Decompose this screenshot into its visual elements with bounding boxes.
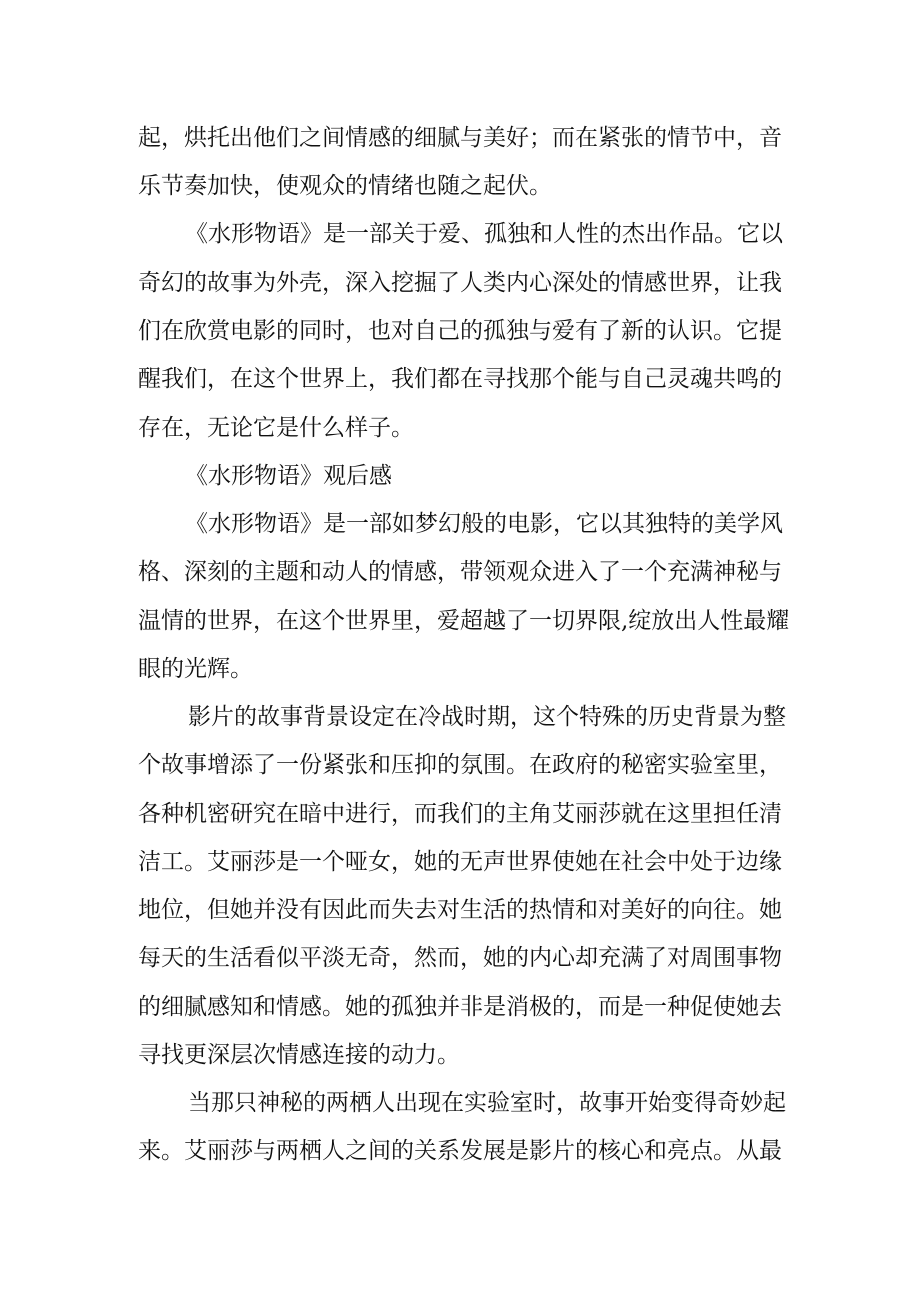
- text-line-4: 奇幻的故事为外壳，深入挖掘了人类内心深处的情感世界，让我: [138, 270, 782, 296]
- text-line-11: 温情的世界，在这个世界里，爱超越了一切界限,绽放出人性最耀: [138, 608, 790, 634]
- text-line-9: 《水形物语》是一部如梦幻般的电影，它以其独特的美学风: [185, 511, 783, 537]
- text-line-7: 存在，无论它是什么样子。: [138, 415, 414, 441]
- text-line-3: 《水形物语》是一部关于爱、孤独和人性的杰出作品。它以: [185, 221, 783, 247]
- text-line-15: 各种机密研究在暗中进行，而我们的主角艾丽莎就在这里担任清: [138, 801, 782, 827]
- text-line-6: 醒我们，在这个世界上，我们都在寻找那个能与自己灵魂共鸣的: [138, 366, 782, 392]
- text-line-10: 格、深刻的主题和动人的情感，带领观众进入了一个充满神秘与: [138, 559, 782, 585]
- text-line-22: 来。艾丽莎与两栖人之间的关系发展是影片的核心和亮点。从最: [138, 1138, 782, 1164]
- text-line-17: 地位，但她并没有因此而失去对生活的热情和对美好的向往。她: [138, 897, 782, 923]
- text-line-1: 起，烘托出他们之间情感的细腻与美好；而在紧张的情节中，音: [138, 125, 782, 151]
- text-line-12: 眼的光辉。: [138, 656, 253, 682]
- text-line-21: 当那只神秘的两栖人出现在实验室时，故事开始变得奇妙起: [188, 1090, 786, 1116]
- text-line-18: 每天的生活看似平淡无奇，然而，她的内心却充满了对周围事物: [138, 945, 782, 971]
- text-line-20: 寻找更深层次情感连接的动力。: [138, 1042, 460, 1068]
- text-line-16: 洁工。艾丽莎是一个哑女，她的无声世界使她在社会中处于边缘: [138, 849, 782, 875]
- text-line-13: 影片的故事背景设定在冷战时期，这个特殊的历史背景为整: [188, 704, 786, 730]
- text-line-2: 乐节奏加快，使观众的情绪也随之起伏。: [138, 173, 552, 199]
- text-line-5: 们在欣赏电影的同时，也对自己的孤独与爱有了新的认识。它提: [138, 318, 782, 344]
- text-line-14: 个故事增添了一份紧张和压抑的氛围。在政府的秘密实验室里，: [138, 752, 782, 778]
- text-line-19: 的细腻感知和情感。她的孤独并非是消极的，而是一种促使她去: [138, 994, 782, 1020]
- section-title: 《水形物语》观后感: [185, 463, 392, 489]
